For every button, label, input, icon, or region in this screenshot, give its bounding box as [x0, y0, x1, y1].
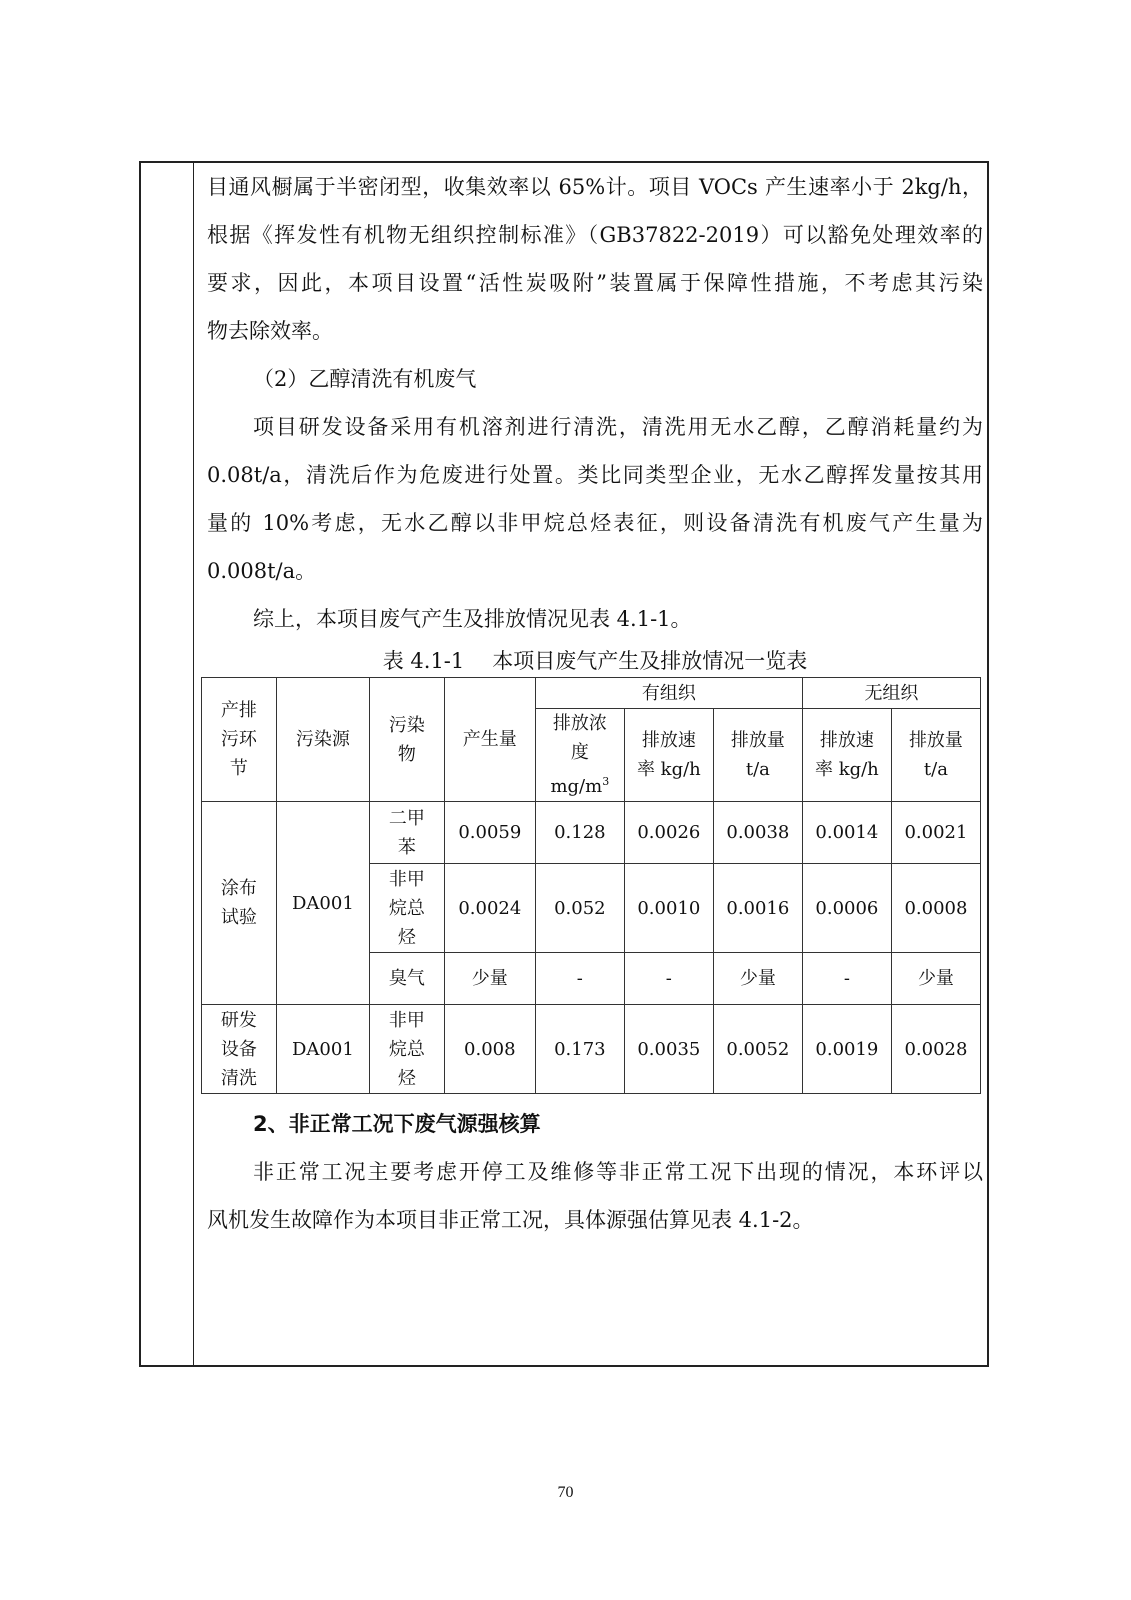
para4-line2: 风机发生故障作为本项目非正常工况，具体源强估算见表 4.1-2。 [207, 1208, 814, 1232]
para1-line4: 物去除效率。 [207, 319, 333, 343]
header-stage-line1: 产排 [220, 700, 257, 721]
para1-line1: 目通风橱属于半密闭型，收集效率以 65%计。项目 VOCs 产生速率小于 2kg/h， [207, 175, 983, 199]
cell-stage-coating [202, 802, 277, 1005]
pollutant-nmhc-line2: 烷总 [388, 897, 425, 919]
pollutant-xylene-line1: 二甲 [388, 807, 425, 829]
section-heading-abnormal: 2、非正常工况下废气源强核算 [253, 1112, 541, 1136]
pollutant-cleaning-line3: 烃 [397, 1067, 416, 1089]
cell-org-amount: 0.0038 [713, 802, 802, 864]
header-unorganized: 无组织 [802, 678, 980, 709]
table-caption-number: 表 4.1-1 [382, 649, 465, 673]
header-org-amount-line2: t/a [745, 759, 770, 780]
header-org-amount-line1: 排放量 [730, 730, 785, 751]
summary-line: 综上，本项目废气产生及排放情况见表 4.1-1。 [253, 607, 692, 631]
header-organized: 有组织 [535, 678, 802, 709]
cell-produced: 少量 [444, 953, 535, 1005]
cell-unorg-amount: 0.0008 [891, 864, 980, 953]
table-caption [207, 645, 983, 677]
cell-pollutant [369, 802, 444, 864]
cell-stage-cleaning [202, 1005, 277, 1094]
cell-org-rate: 0.0026 [624, 802, 713, 864]
header-source: 污染源 [276, 678, 369, 802]
cell-produced: 0.0024 [444, 864, 535, 953]
cell-pollutant [369, 864, 444, 953]
subheading-ethanol: （2）乙醇清洗有机废气 [253, 367, 477, 391]
cell-source-coating: DA001 [276, 802, 369, 1005]
cell-produced: 0.008 [444, 1005, 535, 1094]
stage-coating-line1: 涂布 [220, 878, 257, 899]
pollutant-xylene-line2: 苯 [397, 836, 416, 858]
cell-unorg-amount: 0.0028 [891, 1005, 980, 1094]
para4-line1: 非正常工况主要考虑开停工及维修等非正常工况下出现的情况，本环评以 [253, 1160, 983, 1184]
header-org-rate-line2: 率 kg/h [636, 759, 701, 780]
header-unorg-rate-line1: 排放速 [819, 730, 874, 751]
cell-unorg-rate: - [802, 953, 891, 1005]
header-unorg-amount-line2: t/a [923, 759, 948, 780]
para2-line4: 0.008t/a。 [207, 559, 317, 583]
cell-conc: 0.052 [535, 864, 624, 953]
header-unorg-amount-line1: 排放量 [908, 730, 963, 751]
cell-conc: - [535, 953, 624, 1005]
cell-conc: 0.173 [535, 1005, 624, 1094]
header-produced: 产生量 [444, 678, 535, 802]
header-org-rate [624, 709, 713, 802]
header-stage-line3: 节 [229, 758, 248, 779]
cell-pollutant: 臭气 [369, 953, 444, 1005]
pollutant-cleaning-line1: 非甲 [388, 1009, 425, 1031]
cell-org-rate: 0.0010 [624, 864, 713, 953]
content-area [207, 163, 983, 1244]
pollutant-nmhc-line3: 烃 [397, 926, 416, 948]
header-unorg-rate-line2: 率 kg/h [814, 759, 879, 780]
page-frame [139, 161, 989, 1367]
page-number: 70 [557, 1484, 574, 1501]
header-org-amount [713, 709, 802, 802]
header-concentration [535, 709, 624, 802]
stage-cleaning-line3: 清洗 [220, 1067, 257, 1089]
stage-cleaning-line1: 研发 [220, 1009, 257, 1031]
header-stage [202, 678, 277, 802]
table-row [202, 802, 981, 864]
header-conc-unit-sup: 3 [602, 775, 610, 788]
table-caption-title: 本项目废气产生及排放情况一览表 [492, 649, 808, 673]
cell-unorg-amount: 0.0021 [891, 802, 980, 864]
para2-line2: 0.08t/a，清洗后作为危废进行处置。类比同类型企业，无水乙醇挥发量按其用 [207, 463, 983, 487]
header-unorg-rate [802, 709, 891, 802]
cell-org-rate: 0.0035 [624, 1005, 713, 1094]
header-conc-unit-base: mg/m [550, 776, 603, 797]
para2-line1: 项目研发设备采用有机溶剂进行清洗，清洗用无水乙醇，乙醇消耗量约为 [253, 415, 983, 439]
cell-produced: 0.0059 [444, 802, 535, 864]
cell-unorg-rate: 0.0014 [802, 802, 891, 864]
cell-unorg-rate: 0.0006 [802, 864, 891, 953]
para1-line3: 要求，因此，本项目设置“活性炭吸附”装置属于保障性措施，不考虑其污染 [207, 271, 983, 295]
stage-cleaning-line2: 设备 [220, 1038, 257, 1060]
header-stage-line2: 污环 [220, 729, 257, 750]
cell-org-amount: 少量 [713, 953, 802, 1005]
cell-conc: 0.128 [535, 802, 624, 864]
cell-unorg-amount: 少量 [891, 953, 980, 1005]
table-row [202, 1005, 981, 1094]
cell-source-cleaning: DA001 [276, 1005, 369, 1094]
cell-org-amount: 0.0016 [713, 864, 802, 953]
header-org-rate-line1: 排放速 [641, 730, 696, 751]
stage-coating-line2: 试验 [220, 907, 257, 928]
cell-org-amount: 0.0052 [713, 1005, 802, 1094]
cell-org-rate: - [624, 953, 713, 1005]
header-pollutant-line1: 污染 [388, 714, 425, 736]
header-conc-unit [538, 767, 622, 801]
header-conc-line1: 排放浓 [552, 713, 607, 734]
pollutant-cleaning-line2: 烷总 [388, 1038, 425, 1060]
cell-unorg-rate: 0.0019 [802, 1005, 891, 1094]
table-header-row1 [202, 678, 981, 709]
para1-line2: 根据《挥发性有机物无组织控制标准》（GB37822-2019）可以豁免处理效率的 [207, 223, 983, 247]
header-pollutant-line2: 物 [397, 743, 416, 765]
left-column-divider [193, 163, 194, 1365]
header-pollutant [369, 678, 444, 802]
para2-line3: 量的 10%考虑，无水乙醇以非甲烷总烃表征，则设备清洗有机废气产生量为 [207, 511, 983, 535]
pollutant-nmhc-line1: 非甲 [388, 868, 425, 890]
header-conc-line2: 度 [570, 742, 589, 763]
header-unorg-amount [891, 709, 980, 802]
cell-pollutant [369, 1005, 444, 1094]
emission-table [201, 677, 981, 1094]
